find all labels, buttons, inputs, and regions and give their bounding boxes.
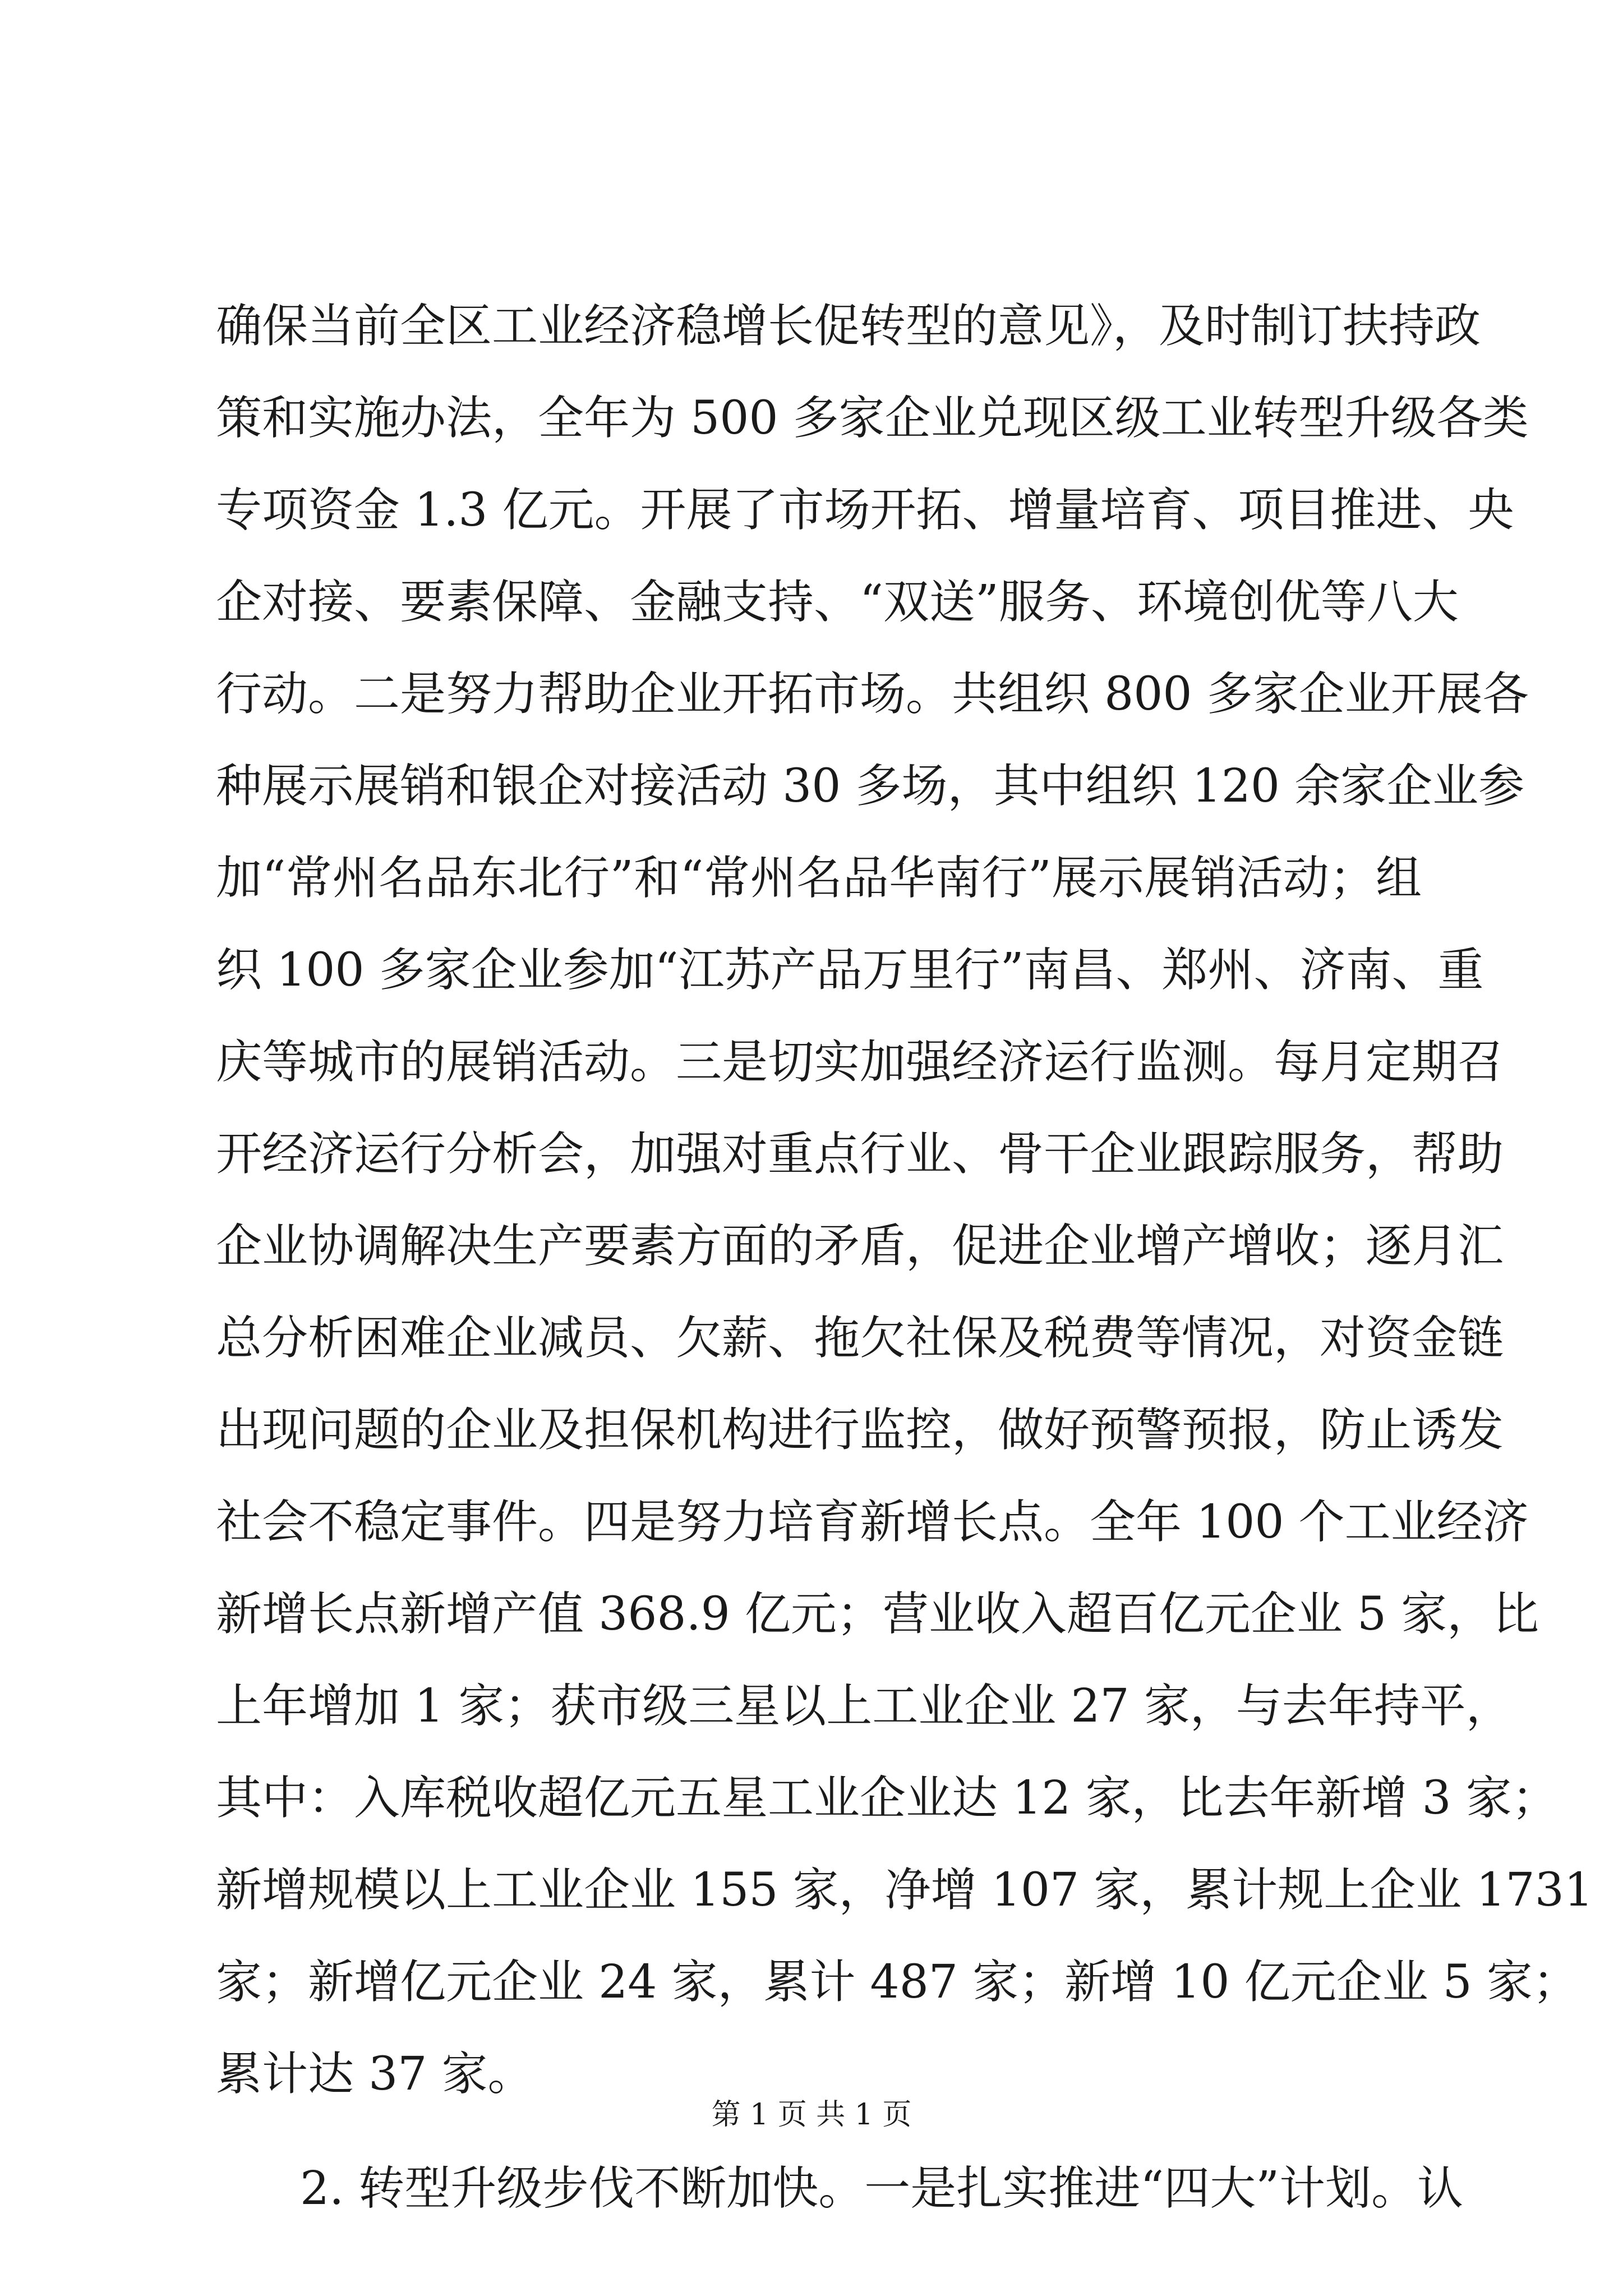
text-line: 家；新增亿元企业 24 家，累计 487 家；新增 10 亿元企业 5 家； (216, 1955, 1579, 2009)
text-line: 累计达 37 家。 (216, 2047, 534, 2101)
text-line: 开经济运行分析会，加强对重点行业、骨干企业跟踪服务，帮助 (216, 1128, 1504, 1181)
text-line: 上年增加 1 家；获市级三星以上工业企业 27 家，与去年持平， (216, 1680, 1512, 1733)
page-number-footer: 第 1 页 共 1 页 (711, 2098, 912, 2132)
text-line: 其中：入库税收超亿元五星工业企业达 12 家，比去年新增 3 家； (216, 1772, 1558, 1825)
body-text (216, 280, 1594, 2235)
paragraph-heading: 2. 转型升级步伐不断加快。一是扎实推进“四大”计划。认 (300, 2162, 1464, 2215)
text-line: 策和实施办法，全年为 500 多家企业兑现区级工业转型升级各类 (216, 392, 1529, 445)
text-line: 织 100 多家企业参加“江苏产品万里行”南昌、郑州、济南、重 (216, 944, 1484, 997)
text-line: 行动。二是努力帮助企业开拓市场。共组织 800 多家企业开展各 (216, 668, 1529, 721)
text-line: 确保当前全区工业经济稳增长促转型的意见》，及时制订扶持政 (216, 300, 1481, 353)
text-line: 总分析困难企业减员、欠薪、拖欠社保及税费等情况，对资金链 (216, 1312, 1504, 1365)
text-line: 企业协调解决生产要素方面的矛盾，促进企业增产增收；逐月汇 (216, 1220, 1504, 1273)
text-line: 庆等城市的展销活动。三是切实加强经济运行监测。每月定期召 (216, 1036, 1504, 1089)
text-line: 社会不稳定事件。四是努力培育新增长点。全年 100 个工业经济 (216, 1496, 1529, 1549)
text-line: 专项资金 1.3 亿元。开展了市场开拓、增量培育、项目推进、央 (216, 484, 1514, 537)
text-line: 加“常州名品东北行”和“常州名品华南行”展示展销活动；组 (216, 852, 1422, 905)
text-line: 出现问题的企业及担保机构进行监控，做好预警预报，防止诱发 (216, 1404, 1504, 1457)
text-line: 新增规模以上工业企业 155 家，净增 107 家，累计规上企业 1731 (216, 1864, 1594, 1917)
text-line: 新增长点新增产值 368.9 亿元；营业收入超百亿元企业 5 家，比 (216, 1588, 1539, 1641)
text-line: 种展示展销和银企对接活动 30 多场，其中组织 120 余家企业参 (216, 760, 1525, 813)
text-line: 企对接、要素保障、金融支持、“双送”服务、环境创优等八大 (216, 576, 1459, 629)
